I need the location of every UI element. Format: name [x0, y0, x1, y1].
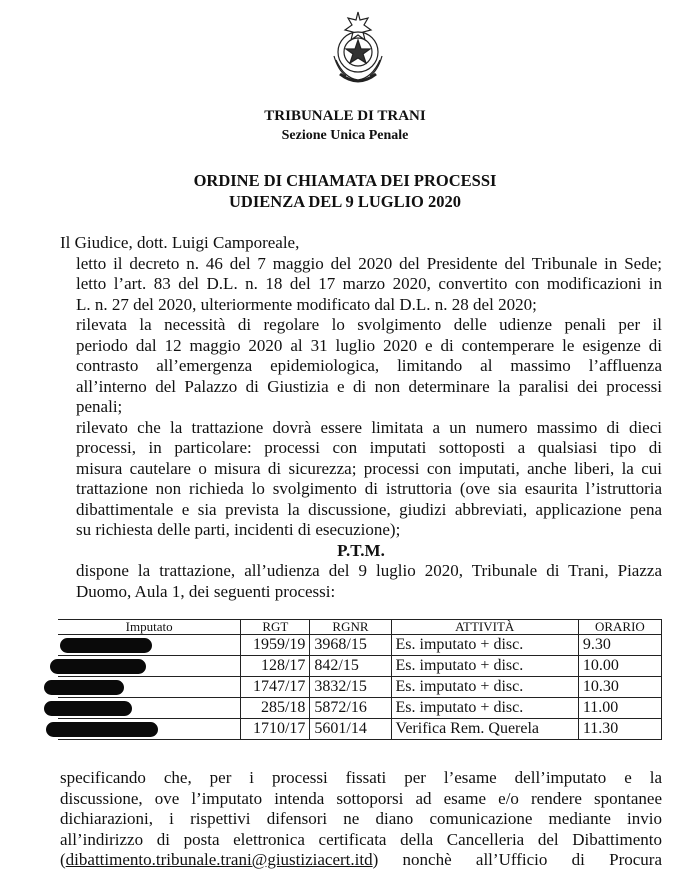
body-line: su richiesta delle parti, incidenti di esecuzione);	[76, 520, 401, 539]
footer-line	[60, 850, 662, 871]
body-line: processi, in particolare: processi con imputati sottoposti a qualsiasi tipo di	[76, 438, 662, 457]
redaction-mark	[46, 722, 158, 737]
court-section: Sezione Unica Penale	[281, 128, 409, 143]
paren-open: (	[60, 850, 66, 869]
orario-cell: 9.30	[578, 635, 661, 656]
attivita-cell: Es. imputato + disc.	[391, 698, 578, 719]
redaction-mark	[50, 659, 146, 674]
footer-line: all’indirizzo di posta elettronica certificata della Cancelleria del Dibattimento	[60, 829, 662, 849]
court-name: TRIBUNALE DI TRANI	[264, 108, 426, 124]
body-line: trattazione non richieda lo svolgimento di istruttoria (ove sia esaurita l’istruttoria	[76, 479, 662, 498]
body-line: Duomo, Aula 1, dei seguenti processi:	[76, 581, 336, 601]
imputato-cell-redacted	[58, 635, 241, 656]
footer-line: dichiarazioni, i rispettivi difensori ne diano comunicazione mediante invio	[60, 809, 662, 828]
judge-line: Il Giudice, dott. Luigi Camporeale,	[60, 233, 300, 252]
header-rgnr: RGNR	[310, 620, 391, 635]
orario-cell: 10.30	[578, 677, 661, 698]
orario-cell: 10.00	[578, 656, 661, 677]
body-line: misura cautelare o misura di sicurezza; processi con imputati, anche liberi, la cui	[76, 458, 662, 478]
footer-line: specificando che, per i processi fissati per l’esame dell’imputato e la	[60, 768, 662, 787]
table-row	[58, 719, 662, 740]
body-line: rilevata la necessità di regolare lo svolgimento delle udienze penali per il	[76, 315, 662, 334]
rgt-cell: 1710/17	[241, 719, 310, 740]
redaction-mark	[44, 701, 132, 716]
rgt-cell: 128/17	[241, 656, 310, 677]
rgnr-cell: 842/15	[310, 656, 391, 677]
redaction-mark	[60, 638, 152, 653]
republic-emblem-icon	[326, 8, 390, 86]
redaction-mark	[44, 680, 124, 695]
attivita-cell: Verifica Rem. Querela	[391, 719, 578, 740]
body-line: periodo dal 12 maggio 2020 al 31 luglio 2020 e di contemperare le esigenze di	[76, 335, 662, 355]
table-row	[58, 635, 662, 656]
body-line: rilevato che la trattazione dovrà essere limitata a un numero massimo di dieci	[76, 417, 662, 437]
orario-cell: 11.00	[578, 698, 661, 719]
header-rgt: RGT	[241, 620, 310, 635]
instructions-paragraph	[60, 768, 662, 871]
body-line: letto il decreto n. 46 del 7 maggio del 2020 del Presidente del Tribunale in Sede;	[76, 253, 662, 273]
body-line: L. n. 27 del 2020, ulteriormente modificato dal D.L. n. 28 del 2020;	[76, 294, 537, 314]
imputato-cell-redacted	[58, 719, 241, 740]
attivita-cell: Es. imputato + disc.	[391, 677, 578, 698]
hearing-schedule-table	[58, 619, 662, 740]
rgt-cell: 1959/19	[241, 635, 310, 656]
rgt-cell: 1747/17	[241, 677, 310, 698]
footer-line: discussione, ove l’imputato intenda sottoporsi ad esame e/o rendere spontanee	[60, 788, 662, 808]
rgt-cell: 285/18	[241, 698, 310, 719]
imputato-cell-redacted	[58, 656, 241, 677]
imputato-cell-redacted	[58, 698, 241, 719]
body-line: contrasto all’emergenza epidemiologica, limitando al massimo l’affluenza	[76, 356, 662, 375]
body-line: penali;	[76, 397, 123, 416]
hearing-date-title: UDIENZA DEL 9 LUGLIO 2020	[229, 192, 461, 211]
header-imputato: Imputato	[58, 620, 241, 635]
rgnr-cell: 5601/14	[310, 719, 391, 740]
header-orario: ORARIO	[578, 620, 661, 635]
pec-email-link[interactable]: dibattimento.tribunale.trani@giustiziacert.itd	[65, 850, 373, 869]
document-title: ORDINE DI CHIAMATA DEI PROCESSI	[193, 171, 497, 190]
orario-cell: 11.30	[578, 719, 661, 740]
body-line: all’interno del Palazzo di Giustizia e di non determinare la paralisi dei processi	[76, 376, 662, 396]
rgnr-cell: 3832/15	[310, 677, 391, 698]
decree-body	[60, 233, 662, 602]
header-attivita: ATTIVITÀ	[391, 620, 578, 635]
table-row	[58, 656, 662, 677]
footer-line-rest: ) nonchè all’Ufficio di Procura	[372, 850, 662, 869]
rgnr-cell: 5872/16	[310, 698, 391, 719]
body-line: dispone la trattazione, all’udienza del 9 luglio 2020, Tribunale di Trani, Piazza	[76, 561, 662, 580]
rgnr-cell: 3968/15	[310, 635, 391, 656]
attivita-cell: Es. imputato + disc.	[391, 656, 578, 677]
body-line: letto l’art. 83 del D.L. n. 18 del 17 marzo 2020, convertito con modificazioni in	[76, 274, 662, 293]
attivita-cell: Es. imputato + disc.	[391, 635, 578, 656]
ptm-heading: P.T.M.	[337, 540, 385, 560]
table-row	[58, 698, 662, 719]
body-line: dibattimentale e sia prevista la discussione, giudizi abbreviati, applicazione pena	[76, 499, 662, 519]
table-header-row	[58, 620, 662, 635]
table-row	[58, 677, 662, 698]
imputato-cell-redacted	[58, 677, 241, 698]
